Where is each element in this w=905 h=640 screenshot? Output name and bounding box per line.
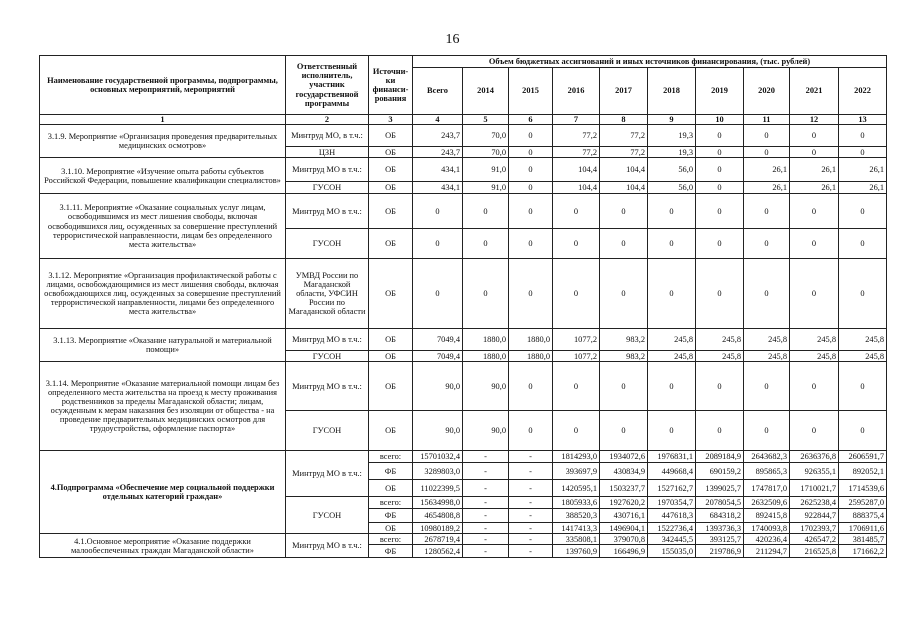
value-cell: - bbox=[509, 523, 553, 534]
value-cell: 0 bbox=[839, 411, 887, 451]
value-cell: 2606591,7 bbox=[839, 451, 887, 463]
value-cell: 1393736,3 bbox=[696, 523, 744, 534]
source-cell: ФБ bbox=[369, 463, 413, 480]
value-cell: 1934072,6 bbox=[600, 451, 648, 463]
value-cell: 2643682,3 bbox=[744, 451, 790, 463]
source-cell: ОБ bbox=[369, 147, 413, 158]
value-cell: 0 bbox=[509, 182, 553, 194]
value-cell: 0 bbox=[744, 259, 790, 329]
measure-name: 4.1.Основное мероприятие «Оказание поддержки малообеспеченных граждан Магаданской области» bbox=[40, 534, 286, 558]
column-number: 2 bbox=[286, 115, 369, 125]
value-cell: 1417413,3 bbox=[553, 523, 600, 534]
header-year: 2018 bbox=[648, 68, 696, 115]
value-cell: 77,2 bbox=[553, 125, 600, 147]
value-cell: 1077,2 bbox=[553, 329, 600, 351]
value-cell: 1880,0 bbox=[509, 329, 553, 351]
value-cell: 245,8 bbox=[790, 329, 839, 351]
value-cell: 335808,1 bbox=[553, 534, 600, 545]
executor-cell: Минтруд МО в т.ч.: bbox=[286, 451, 369, 497]
executor-cell: ЦЗН bbox=[286, 147, 369, 158]
header-year: Всего bbox=[413, 68, 463, 115]
value-cell: 420236,4 bbox=[744, 534, 790, 545]
source-cell: ОБ bbox=[369, 125, 413, 147]
source-cell: ОБ bbox=[369, 411, 413, 451]
value-cell: 1976831,1 bbox=[648, 451, 696, 463]
value-cell: 0 bbox=[648, 362, 696, 411]
column-number: 12 bbox=[790, 115, 839, 125]
value-cell: 0 bbox=[696, 362, 744, 411]
value-cell: 0 bbox=[600, 411, 648, 451]
value-cell: 0 bbox=[839, 259, 887, 329]
value-cell: - bbox=[509, 463, 553, 480]
value-cell: 77,2 bbox=[600, 125, 648, 147]
value-cell: 0 bbox=[696, 259, 744, 329]
value-cell: 1280562,4 bbox=[413, 545, 463, 558]
value-cell: 379070,8 bbox=[600, 534, 648, 545]
value-cell: 690159,2 bbox=[696, 463, 744, 480]
value-cell: 0 bbox=[648, 229, 696, 259]
value-cell: 2078054,5 bbox=[696, 497, 744, 509]
source-cell: ОБ bbox=[369, 158, 413, 182]
value-cell: 0 bbox=[509, 147, 553, 158]
value-cell: 0 bbox=[744, 194, 790, 229]
value-cell: 1702393,7 bbox=[790, 523, 839, 534]
table-row bbox=[40, 259, 887, 329]
value-cell: 0 bbox=[600, 362, 648, 411]
value-cell: 243,7 bbox=[413, 125, 463, 147]
column-number: 13 bbox=[839, 115, 887, 125]
value-cell: 90,0 bbox=[463, 411, 509, 451]
value-cell: - bbox=[463, 509, 509, 523]
executor-cell: ГУСОН bbox=[286, 229, 369, 259]
value-cell: - bbox=[509, 534, 553, 545]
header-year: 2022 bbox=[839, 68, 887, 115]
header-year: 2021 bbox=[790, 68, 839, 115]
measure-name: 3.1.14. Мероприятие «Оказание материальной помощи лицам без определенного места жительства на проезд к месту проживания родственников за пределы Магаданской области; лицам, осужденным к мерам наказания без изоляции от общества - на проведение предварительных медицинских осмотров для трудоустройства, оформление паспорта» bbox=[40, 362, 286, 451]
value-cell: 926355,1 bbox=[790, 463, 839, 480]
value-cell: 0 bbox=[744, 125, 790, 147]
value-cell: 892052,1 bbox=[839, 463, 887, 480]
table-row bbox=[40, 451, 887, 463]
value-cell: 983,2 bbox=[600, 351, 648, 362]
value-cell: 1805933,6 bbox=[553, 497, 600, 509]
value-cell: 245,8 bbox=[648, 329, 696, 351]
value-cell: 0 bbox=[600, 259, 648, 329]
value-cell: 26,1 bbox=[790, 182, 839, 194]
executor-cell: УМВД России по Магаданской области, УФСИН России по Магаданской области bbox=[286, 259, 369, 329]
value-cell: 1706911,6 bbox=[839, 523, 887, 534]
value-cell: 139760,9 bbox=[553, 545, 600, 558]
value-cell: 10980189,2 bbox=[413, 523, 463, 534]
executor-cell: Минтруд МО, в т.ч.: bbox=[286, 125, 369, 147]
column-number: 3 bbox=[369, 115, 413, 125]
value-cell: 26,1 bbox=[744, 158, 790, 182]
value-cell: 388520,3 bbox=[553, 509, 600, 523]
value-cell: 892415,8 bbox=[744, 509, 790, 523]
source-cell: ФБ bbox=[369, 545, 413, 558]
value-cell: 104,4 bbox=[600, 158, 648, 182]
value-cell: 1714539,6 bbox=[839, 480, 887, 497]
value-cell: 0 bbox=[839, 194, 887, 229]
value-cell: 104,4 bbox=[553, 182, 600, 194]
value-cell: 0 bbox=[648, 194, 696, 229]
value-cell: 449668,4 bbox=[648, 463, 696, 480]
table-row bbox=[40, 362, 887, 411]
value-cell: 91,0 bbox=[463, 182, 509, 194]
value-cell: 3289803,0 bbox=[413, 463, 463, 480]
value-cell: 983,2 bbox=[600, 329, 648, 351]
value-cell: 2595287,0 bbox=[839, 497, 887, 509]
value-cell: 166496,9 bbox=[600, 545, 648, 558]
value-cell: 4654808,8 bbox=[413, 509, 463, 523]
value-cell: 426547,2 bbox=[790, 534, 839, 545]
value-cell: 219786,9 bbox=[696, 545, 744, 558]
executor-cell: ГУСОН bbox=[286, 411, 369, 451]
value-cell: 1496904,1 bbox=[600, 523, 648, 534]
value-cell: 245,8 bbox=[648, 351, 696, 362]
value-cell: 245,8 bbox=[839, 351, 887, 362]
measure-name: 3.1.12. Мероприятие «Организация профилактической работы с лицами, освобождающимися из мест лишения свободы, включая освобождающихся лиц, осужденных за совершение преступлений террористической направленности, лицами без определенного места жительства» bbox=[40, 259, 286, 329]
value-cell: 1747817,0 bbox=[744, 480, 790, 497]
measure-name: 3.1.10. Мероприятие «Изучение опыта работы субъектов Российской Федерации, повышение квалификации специалистов» bbox=[40, 158, 286, 194]
value-cell: 1522736,4 bbox=[648, 523, 696, 534]
value-cell: 15634998,0 bbox=[413, 497, 463, 509]
value-cell: - bbox=[463, 497, 509, 509]
value-cell: 0 bbox=[790, 362, 839, 411]
header-source: Источни-ки финанси-рования bbox=[369, 56, 413, 115]
value-cell: 1527162,7 bbox=[648, 480, 696, 497]
source-cell: ОБ bbox=[369, 362, 413, 411]
header-year: 2015 bbox=[509, 68, 553, 115]
subprogram-name: 4.Подпрограмма «Обеспечение мер социальной поддержки отдельных категорий граждан» bbox=[40, 451, 286, 534]
value-cell: 26,1 bbox=[744, 182, 790, 194]
value-cell: 0 bbox=[839, 229, 887, 259]
value-cell: 0 bbox=[509, 362, 553, 411]
source-cell: ОБ bbox=[369, 194, 413, 229]
value-cell: 0 bbox=[696, 125, 744, 147]
source-cell: ОБ bbox=[369, 480, 413, 497]
value-cell: 0 bbox=[553, 259, 600, 329]
value-cell: - bbox=[509, 497, 553, 509]
value-cell: 70,0 bbox=[463, 147, 509, 158]
value-cell: 245,8 bbox=[696, 329, 744, 351]
source-cell: ОБ bbox=[369, 229, 413, 259]
header-volume: Объем бюджетных ассигнований и иных источников финансирования, (тыс. рублей) bbox=[413, 56, 887, 68]
value-cell: 922844,7 bbox=[790, 509, 839, 523]
value-cell: 0 bbox=[509, 158, 553, 182]
value-cell: 0 bbox=[790, 147, 839, 158]
value-cell: 342445,5 bbox=[648, 534, 696, 545]
value-cell: - bbox=[463, 463, 509, 480]
value-cell: 430716,1 bbox=[600, 509, 648, 523]
value-cell: 0 bbox=[413, 194, 463, 229]
value-cell: 2625238,4 bbox=[790, 497, 839, 509]
value-cell: 211294,7 bbox=[744, 545, 790, 558]
value-cell: 90,0 bbox=[413, 411, 463, 451]
value-cell: 0 bbox=[839, 147, 887, 158]
value-cell: 0 bbox=[790, 411, 839, 451]
value-cell: - bbox=[509, 509, 553, 523]
value-cell: - bbox=[509, 545, 553, 558]
value-cell: 0 bbox=[790, 194, 839, 229]
value-cell: - bbox=[463, 523, 509, 534]
value-cell: 1077,2 bbox=[553, 351, 600, 362]
value-cell: 1814293,0 bbox=[553, 451, 600, 463]
table-row bbox=[40, 329, 887, 351]
column-number: 1 bbox=[40, 115, 286, 125]
value-cell: 104,4 bbox=[600, 182, 648, 194]
value-cell: 245,8 bbox=[790, 351, 839, 362]
value-cell: 1740093,8 bbox=[744, 523, 790, 534]
value-cell: 1420595,1 bbox=[553, 480, 600, 497]
column-number: 7 bbox=[553, 115, 600, 125]
value-cell: 0 bbox=[696, 158, 744, 182]
value-cell: 1710021,7 bbox=[790, 480, 839, 497]
value-cell: 56,0 bbox=[648, 182, 696, 194]
executor-cell: ГУСОН bbox=[286, 182, 369, 194]
table-row bbox=[40, 534, 887, 545]
column-number: 10 bbox=[696, 115, 744, 125]
value-cell: 245,8 bbox=[744, 351, 790, 362]
value-cell: 0 bbox=[648, 259, 696, 329]
value-cell: 0 bbox=[600, 194, 648, 229]
page-number: 16 bbox=[445, 32, 460, 47]
value-cell: 895865,3 bbox=[744, 463, 790, 480]
header-year: 2017 bbox=[600, 68, 648, 115]
source-cell: ОБ bbox=[369, 351, 413, 362]
executor-cell: Минтруд МО в т.ч.: bbox=[286, 158, 369, 182]
value-cell: 70,0 bbox=[463, 125, 509, 147]
value-cell: 0 bbox=[553, 362, 600, 411]
value-cell: 0 bbox=[413, 259, 463, 329]
value-cell: 447618,3 bbox=[648, 509, 696, 523]
column-number: 6 bbox=[509, 115, 553, 125]
value-cell: 0 bbox=[744, 362, 790, 411]
header-year: 2016 bbox=[553, 68, 600, 115]
value-cell: 0 bbox=[790, 229, 839, 259]
value-cell: 0 bbox=[696, 182, 744, 194]
value-cell: - bbox=[463, 480, 509, 497]
source-cell: всего: bbox=[369, 497, 413, 509]
value-cell: 1880,0 bbox=[509, 351, 553, 362]
value-cell: 0 bbox=[696, 411, 744, 451]
header-year: 2020 bbox=[744, 68, 790, 115]
source-cell: ФБ bbox=[369, 509, 413, 523]
value-cell: 77,2 bbox=[553, 147, 600, 158]
value-cell: 19,3 bbox=[648, 125, 696, 147]
value-cell: 0 bbox=[413, 229, 463, 259]
source-cell: всего: bbox=[369, 451, 413, 463]
measure-name: 3.1.11. Мероприятие «Оказание социальных услуг лицам, освободившимся из мест лишения свободы, включая освободившихся лиц, осужденных за совершение преступлений террористической направленности, лицам без определенного места жительства» bbox=[40, 194, 286, 259]
value-cell: 216525,8 bbox=[790, 545, 839, 558]
column-number: 5 bbox=[463, 115, 509, 125]
value-cell: 0 bbox=[553, 411, 600, 451]
value-cell: 7049,4 bbox=[413, 329, 463, 351]
value-cell: 0 bbox=[648, 411, 696, 451]
executor-cell: ГУСОН bbox=[286, 497, 369, 534]
table-row bbox=[40, 125, 887, 147]
value-cell: 0 bbox=[790, 125, 839, 147]
value-cell: 0 bbox=[839, 125, 887, 147]
value-cell: 2089184,9 bbox=[696, 451, 744, 463]
executor-cell: Минтруд МО в т.ч.: bbox=[286, 362, 369, 411]
value-cell: 1927620,2 bbox=[600, 497, 648, 509]
value-cell: 0 bbox=[744, 411, 790, 451]
value-cell: 0 bbox=[463, 194, 509, 229]
value-cell: 434,1 bbox=[413, 158, 463, 182]
value-cell: - bbox=[509, 451, 553, 463]
value-cell: - bbox=[463, 545, 509, 558]
value-cell: 11022399,5 bbox=[413, 480, 463, 497]
header-year: 2014 bbox=[463, 68, 509, 115]
value-cell: 90,0 bbox=[463, 362, 509, 411]
header-executor: Ответственный исполнитель, участник государственной программы bbox=[286, 56, 369, 115]
value-cell: 26,1 bbox=[839, 182, 887, 194]
value-cell: 0 bbox=[509, 411, 553, 451]
value-cell: 245,8 bbox=[839, 329, 887, 351]
value-cell: - bbox=[509, 480, 553, 497]
value-cell: 684318,2 bbox=[696, 509, 744, 523]
value-cell: 19,3 bbox=[648, 147, 696, 158]
value-cell: - bbox=[463, 451, 509, 463]
executor-cell: Минтруд МО в т.ч.: bbox=[286, 534, 369, 558]
value-cell: 91,0 bbox=[463, 158, 509, 182]
executor-cell: Минтруд МО в т.ч.: bbox=[286, 194, 369, 229]
measure-name: 3.1.9. Мероприятие «Организация проведения предварительных медицинских осмотров» bbox=[40, 125, 286, 158]
source-cell: ОБ bbox=[369, 329, 413, 351]
value-cell: 381485,7 bbox=[839, 534, 887, 545]
value-cell: 104,4 bbox=[553, 158, 600, 182]
value-cell: 0 bbox=[463, 259, 509, 329]
value-cell: - bbox=[463, 534, 509, 545]
value-cell: 888375,4 bbox=[839, 509, 887, 523]
value-cell: 0 bbox=[744, 147, 790, 158]
value-cell: 2632509,6 bbox=[744, 497, 790, 509]
value-cell: 245,8 bbox=[744, 329, 790, 351]
measure-name: 3.1.13. Мероприятие «Оказание натуральной и материальной помощи» bbox=[40, 329, 286, 362]
value-cell: 243,7 bbox=[413, 147, 463, 158]
source-cell: всего: bbox=[369, 534, 413, 545]
value-cell: 77,2 bbox=[600, 147, 648, 158]
table-row bbox=[40, 194, 887, 229]
value-cell: 1399025,7 bbox=[696, 480, 744, 497]
executor-cell: Минтруд МО в т.ч.: bbox=[286, 329, 369, 351]
value-cell: 26,1 bbox=[790, 158, 839, 182]
value-cell: 0 bbox=[509, 194, 553, 229]
value-cell: 0 bbox=[600, 229, 648, 259]
value-cell: 245,8 bbox=[696, 351, 744, 362]
value-cell: 1503237,7 bbox=[600, 480, 648, 497]
value-cell: 0 bbox=[839, 362, 887, 411]
value-cell: 7049,4 bbox=[413, 351, 463, 362]
column-number: 4 bbox=[413, 115, 463, 125]
header-name: Наименование государственной программы, подпрограммы, основных мероприятий, мероприятий bbox=[40, 56, 286, 115]
header-year: 2019 bbox=[696, 68, 744, 115]
column-number: 9 bbox=[648, 115, 696, 125]
executor-cell: ГУСОН bbox=[286, 351, 369, 362]
value-cell: 0 bbox=[696, 147, 744, 158]
value-cell: 171662,2 bbox=[839, 545, 887, 558]
value-cell: 0 bbox=[553, 229, 600, 259]
value-cell: 0 bbox=[509, 125, 553, 147]
table-row bbox=[40, 158, 887, 182]
value-cell: 393697,9 bbox=[553, 463, 600, 480]
column-number: 11 bbox=[744, 115, 790, 125]
value-cell: 1880,0 bbox=[463, 329, 509, 351]
value-cell: 0 bbox=[790, 259, 839, 329]
value-cell: 0 bbox=[509, 229, 553, 259]
value-cell: 2678719,4 bbox=[413, 534, 463, 545]
value-cell: 0 bbox=[744, 229, 790, 259]
value-cell: 0 bbox=[696, 229, 744, 259]
value-cell: 2636376,8 bbox=[790, 451, 839, 463]
value-cell: 15701032,4 bbox=[413, 451, 463, 463]
value-cell: 0 bbox=[696, 194, 744, 229]
value-cell: 0 bbox=[553, 194, 600, 229]
source-cell: ОБ bbox=[369, 182, 413, 194]
budget-table bbox=[39, 55, 887, 558]
value-cell: 430834,9 bbox=[600, 463, 648, 480]
column-number: 8 bbox=[600, 115, 648, 125]
value-cell: 1970354,7 bbox=[648, 497, 696, 509]
value-cell: 56,0 bbox=[648, 158, 696, 182]
value-cell: 1880,0 bbox=[463, 351, 509, 362]
value-cell: 26,1 bbox=[839, 158, 887, 182]
source-cell: ОБ bbox=[369, 523, 413, 534]
value-cell: 90,0 bbox=[413, 362, 463, 411]
value-cell: 0 bbox=[463, 229, 509, 259]
value-cell: 155035,0 bbox=[648, 545, 696, 558]
value-cell: 434,1 bbox=[413, 182, 463, 194]
value-cell: 393125,7 bbox=[696, 534, 744, 545]
source-cell: ОБ bbox=[369, 259, 413, 329]
value-cell: 0 bbox=[509, 259, 553, 329]
